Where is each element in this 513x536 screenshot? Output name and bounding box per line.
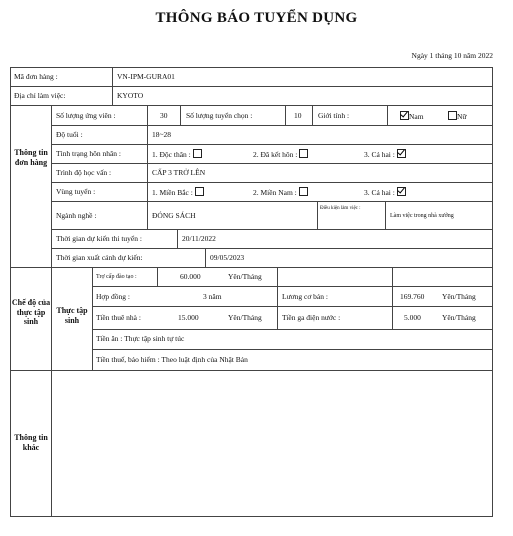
rent-unit: Yên/Tháng [228, 313, 262, 322]
region-label: Vùng tuyển : [56, 187, 96, 196]
north-checkbox[interactable] [195, 187, 204, 196]
order-code-label: Mã đơn hàng : [14, 72, 58, 81]
rent-label: Tiền thuê nhà : [96, 313, 141, 322]
departure-date-value: 09/05/2023 [210, 253, 245, 262]
exam-date-label: Thời gian dự kiến thi tuyển : [56, 234, 142, 243]
departure-date-label: Thời gian xuất cảnh dự kiến: [56, 253, 143, 262]
section-practice-trainee: Thực tập sinh [56, 306, 88, 325]
male-checkbox[interactable] [400, 111, 409, 120]
training-allowance-value: 60.000 [180, 272, 201, 281]
section-other-info: Thông tin khác [14, 433, 48, 452]
selected-value: 10 [294, 111, 302, 120]
base-salary-unit: Yên/Tháng [442, 292, 476, 301]
training-allowance-label: Trợ cấp đào tạo : [96, 274, 137, 280]
utilities-unit: Yên/Tháng [442, 313, 476, 322]
page-title: THÔNG BÁO TUYỂN DỤNG [155, 10, 358, 26]
work-condition-label: Điều kiện làm việc : [320, 206, 361, 211]
gender-female-label: Nữ [457, 112, 467, 121]
utilities-label: Tiền ga điện nước : [282, 313, 341, 322]
section-order-info: Thông tin đơn hàng [14, 148, 48, 167]
married-checkbox[interactable] [299, 149, 308, 158]
tax-insurance-info: Tiền thuế, bảo hiểm : Theo luật định của Nhật Bản [96, 355, 248, 364]
marital-label: Tình trạng hôn nhân : [56, 149, 121, 158]
work-address-label: Địa chỉ làm việc: [14, 91, 66, 100]
marital-option-both[interactable] [364, 149, 406, 159]
female-checkbox[interactable] [448, 111, 457, 120]
region-option-both[interactable] [364, 187, 406, 197]
applicants-label: Số lượng ứng viên : [56, 111, 116, 120]
industry-label: Ngành nghề : [56, 211, 97, 220]
rent-value: 15.000 [178, 313, 199, 322]
education-label: Trình độ học vấn : [56, 168, 112, 177]
region-opt1-label: 1. Miền Bắc : [152, 188, 193, 197]
both-region-checkbox[interactable] [397, 187, 406, 196]
base-salary-label: Lương cơ bản : [282, 292, 328, 301]
utilities-value: 5.000 [404, 313, 421, 322]
document-date: Ngày 1 tháng 10 năm 2022 [411, 51, 493, 60]
single-checkbox[interactable] [193, 149, 202, 158]
applicants-value: 30 [160, 111, 168, 120]
meals-info: Tiền ăn : Thực tập sinh tự túc [96, 334, 185, 343]
selected-label: Số lượng tuyển chọn : [186, 111, 253, 120]
education-value: CẤP 3 TRỞ LÊN [152, 168, 206, 177]
region-opt2-label: 2. Miền Nam : [253, 188, 297, 197]
contract-value: 3 năm [203, 292, 222, 301]
industry-value: ĐÓNG SÁCH [152, 211, 196, 220]
section-trainee-regime: Chế độ của thực tập sinh [11, 298, 51, 327]
work-condition-value: Làm việc trong nhà xưởng [390, 213, 454, 219]
both-marital-checkbox[interactable] [397, 149, 406, 158]
base-salary-value: 169.760 [400, 292, 425, 301]
gender-male-label: Nam [409, 112, 424, 121]
age-label: Độ tuổi : [56, 130, 83, 139]
south-checkbox[interactable] [299, 187, 308, 196]
gender-female-option[interactable] [448, 111, 466, 121]
age-value: 18~28 [152, 130, 172, 139]
marital-opt3-label: 3. Cả hai : [364, 150, 395, 159]
marital-opt2-label: 2. Đã kết hôn : [253, 150, 298, 159]
region-opt3-label: 3. Cả hai : [364, 188, 395, 197]
exam-date-value: 20/11/2022 [182, 234, 216, 243]
marital-opt1-label: 1. Độc thân : [152, 150, 191, 159]
region-option-north[interactable] [152, 187, 204, 197]
marital-option-single[interactable] [152, 149, 202, 159]
work-address-value: KYOTO [117, 91, 144, 100]
marital-option-married[interactable] [253, 149, 308, 159]
order-code-value: VN-IPM-GURA01 [117, 72, 175, 81]
gender-male-option[interactable] [400, 111, 424, 121]
gender-label: Giới tính : [318, 111, 350, 120]
region-option-south[interactable] [253, 187, 308, 197]
contract-label: Hợp đồng : [96, 292, 130, 301]
training-allowance-unit: Yên/Tháng [228, 272, 262, 281]
